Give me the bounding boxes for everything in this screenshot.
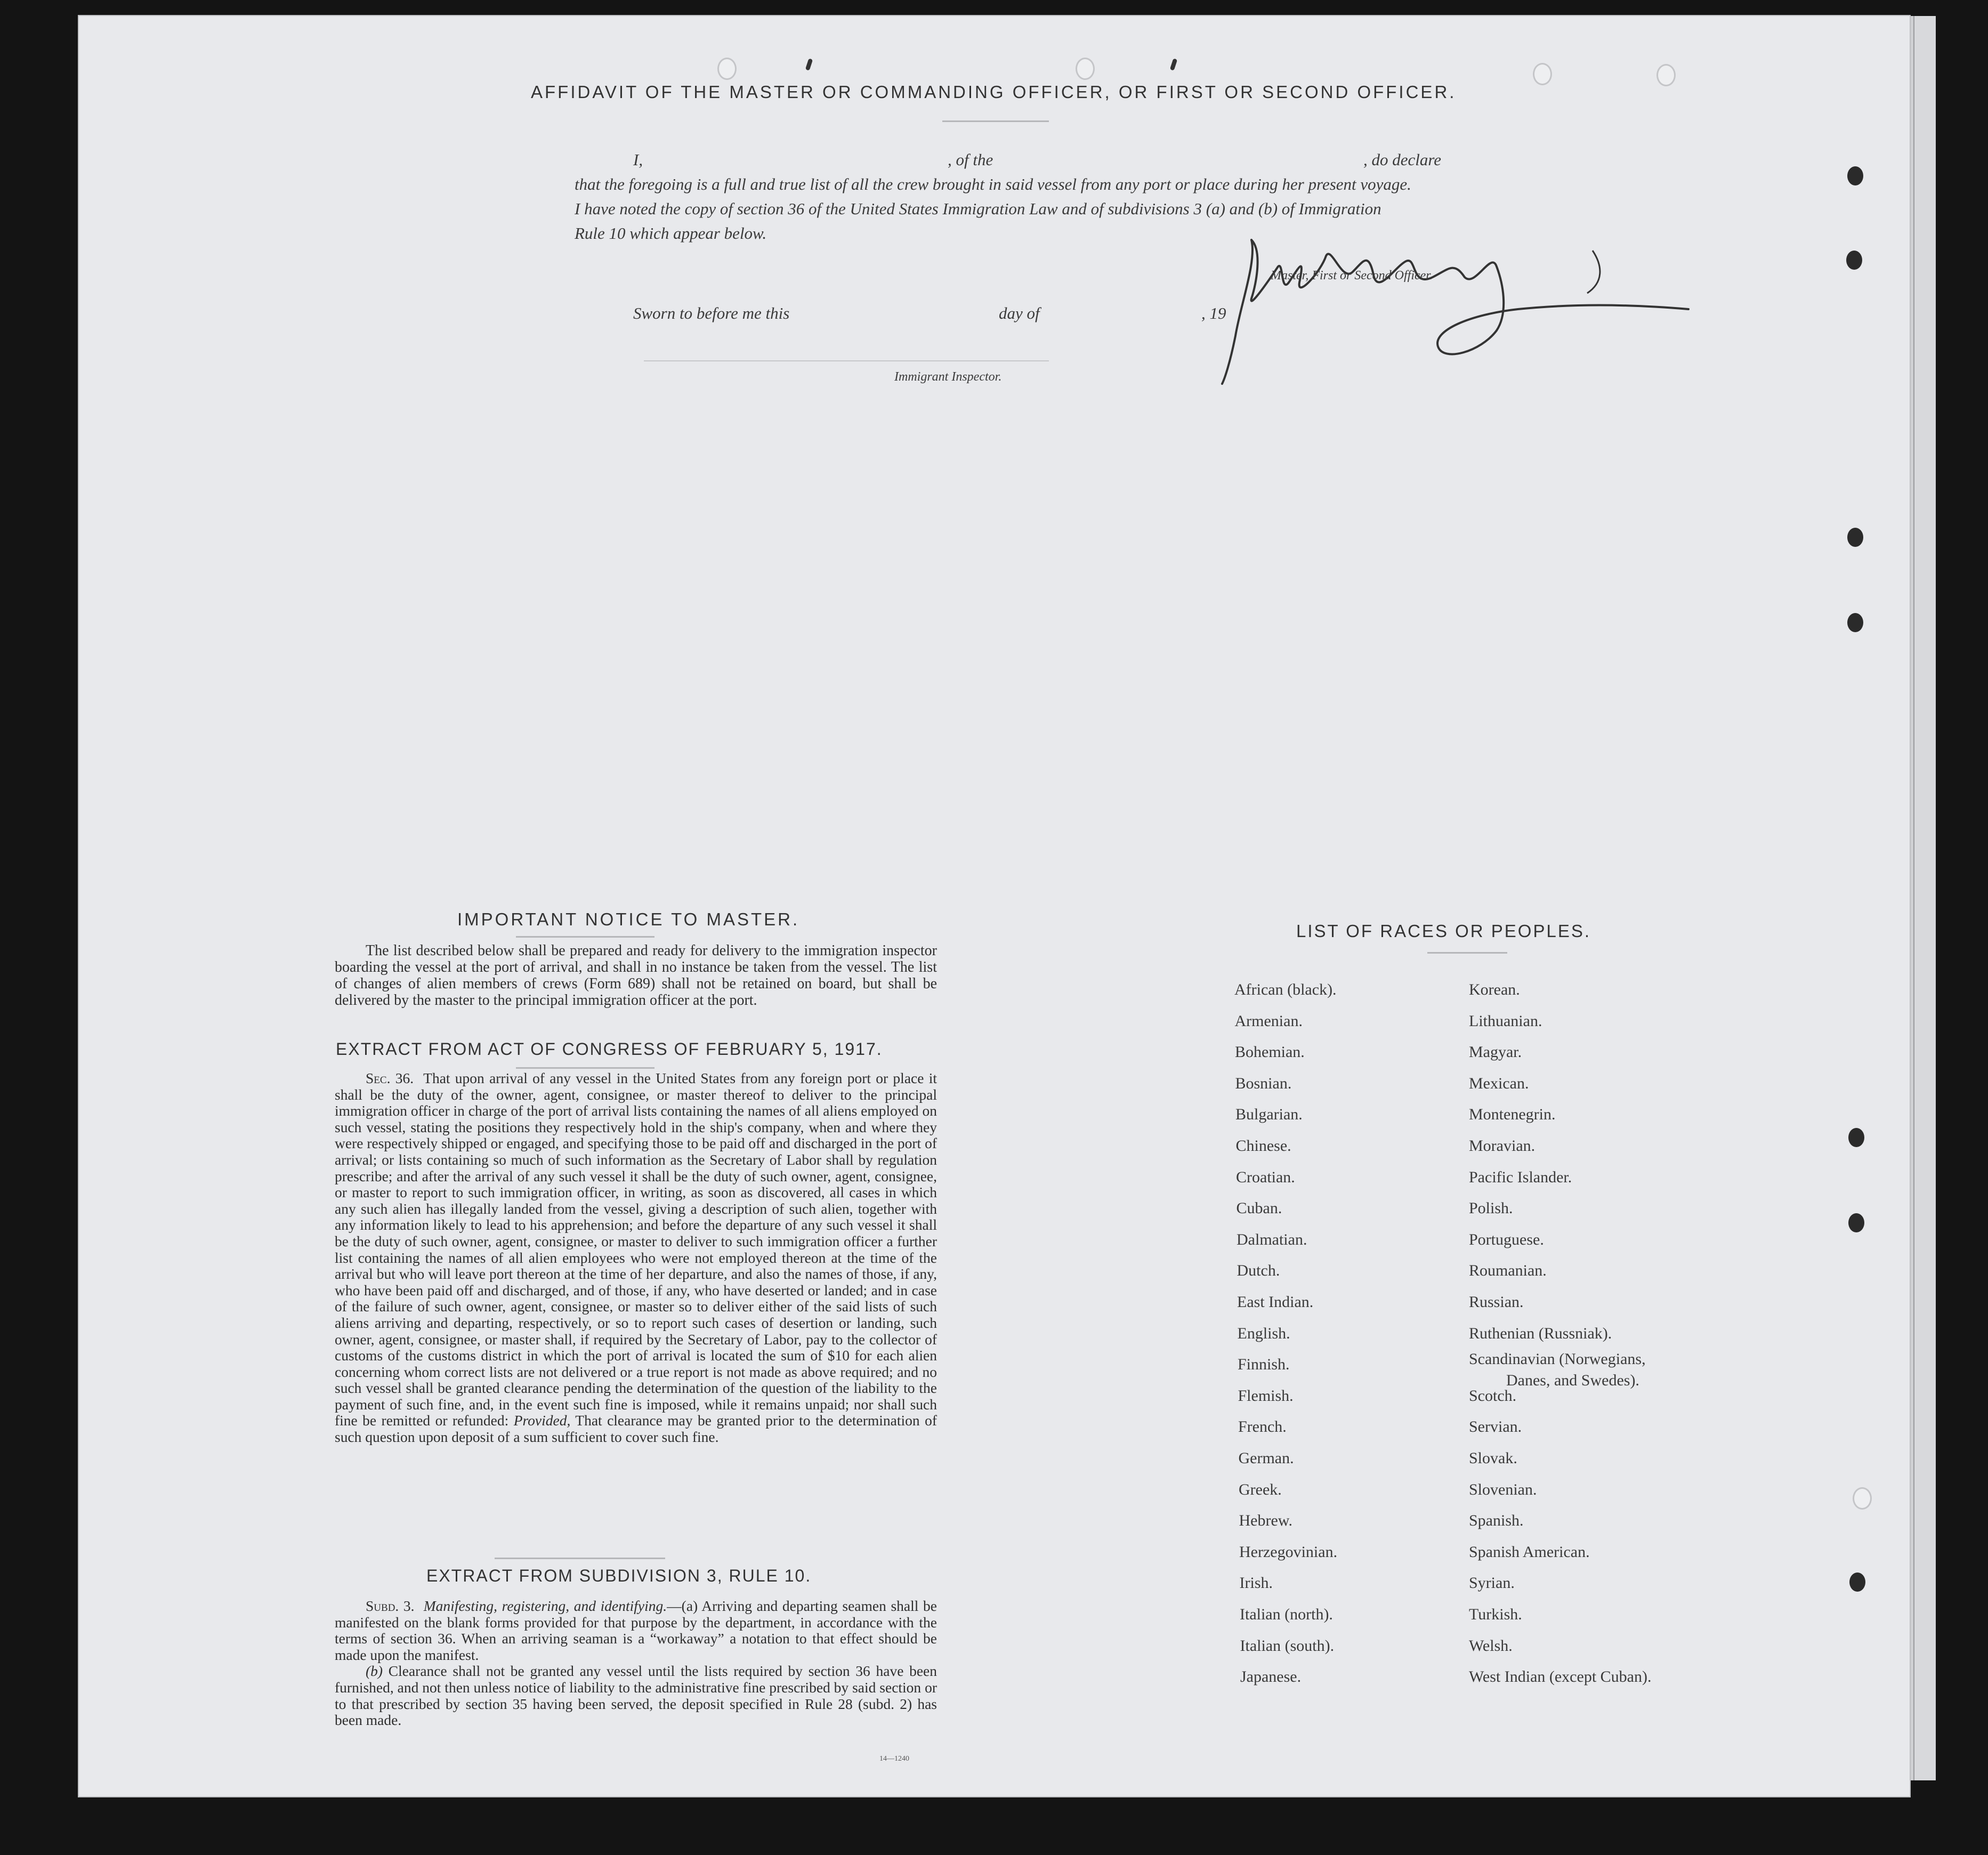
- provided-word: Provided,: [513, 1412, 571, 1429]
- races-divider: [1427, 952, 1507, 954]
- inspector-signature-line: [644, 360, 1049, 361]
- race-item: Italian (south).: [1240, 1636, 1335, 1655]
- punch-hole: [1533, 63, 1552, 85]
- race-item: Portuguese.: [1469, 1230, 1544, 1248]
- race-item: German.: [1238, 1449, 1294, 1467]
- race-item: African (black).: [1234, 981, 1337, 998]
- punch-hole: [1847, 528, 1863, 547]
- affidavit-line-4: Rule 10 which appear below.: [575, 224, 767, 243]
- race-item: French.: [1238, 1418, 1287, 1436]
- race-item: Russian.: [1469, 1293, 1524, 1311]
- day-of-text: day of: [999, 304, 1040, 322]
- inspector-caption: Immigrant Inspector.: [894, 370, 1002, 384]
- race-item: Greek.: [1239, 1480, 1282, 1498]
- affidavit-line-2: that the foregoing is a full and true list of all the crew brought in said vessel from any port or place during her present voyage.: [575, 175, 1411, 193]
- race-item: Irish.: [1239, 1574, 1273, 1592]
- race-item: Hebrew.: [1239, 1512, 1293, 1530]
- binder-mark: [1170, 58, 1177, 70]
- notice-paragraph: The list described below shall be prepared and ready for delivery to the immigration inspector boarding the vessel at the port of arrival, and shall in no instance be taken from the vessel. The list of changes of alien members of crews (Form 689) shall not be retained on board, but shall be delivered by the master to the principal immigration officer at the port.: [335, 942, 937, 1009]
- race-item-continuation: Danes, and Swedes).: [1506, 1372, 1639, 1390]
- race-item: Bosnian.: [1235, 1074, 1292, 1092]
- race-item: Syrian.: [1469, 1574, 1515, 1592]
- races-title: LIST OF RACES OR PEOPLES.: [1296, 921, 1591, 941]
- affidavit-of-the: , of the: [948, 150, 993, 169]
- punch-hole: [1076, 58, 1095, 80]
- sworn-text: Sworn to before me this: [633, 304, 790, 322]
- race-item: Ruthenian (Russniak).: [1469, 1324, 1612, 1342]
- rule-extract-title: EXTRACT FROM SUBDIVISION 3, RULE 10.: [426, 1566, 812, 1585]
- officer-caption: Master, First or Second Officer.: [1271, 269, 1433, 283]
- rule-para-b: Clearance shall not be granted any vessel until the lists required by section 36 have been furnished, and not then unless notice of liability to the administrative fine prescribed by said section or to that prescribed by section 35 having been served, the deposit specified in Rule 28 (subd. 2) has been made.: [335, 1663, 937, 1729]
- race-item: West Indian (except Cuban).: [1469, 1668, 1652, 1686]
- race-item: Welsh.: [1469, 1636, 1513, 1655]
- race-item: Montenegrin.: [1469, 1106, 1556, 1124]
- punch-hole: [1846, 251, 1862, 270]
- notice-divider: [516, 936, 654, 938]
- race-item: Croatian.: [1236, 1168, 1295, 1186]
- punch-hole: [1847, 613, 1863, 632]
- race-item: Chinese.: [1235, 1137, 1291, 1155]
- punch-hole: [1847, 166, 1863, 186]
- form-code: 14—1240: [879, 1755, 909, 1763]
- para-b-label: (b): [366, 1663, 383, 1680]
- section-label: Sec. 36.: [366, 1070, 414, 1086]
- subd-heading: Manifesting, registering, and identifying.: [423, 1598, 667, 1614]
- race-item: Italian (north).: [1240, 1606, 1333, 1623]
- race-item: Bulgarian.: [1235, 1106, 1303, 1124]
- race-item: Servian.: [1469, 1418, 1522, 1436]
- notice-title: IMPORTANT NOTICE TO MASTER.: [457, 909, 800, 929]
- race-item: Magyar.: [1469, 1043, 1522, 1061]
- document-page: [79, 16, 1910, 1796]
- punch-hole: [1656, 64, 1676, 86]
- punch-hole: [1849, 1572, 1865, 1592]
- affidavit-line-3: I have noted the copy of section 36 of the United States Immigration Law and of subdivisions 3 (a) and (b) of Immigration: [575, 199, 1381, 218]
- race-item: Pacific Islander.: [1469, 1168, 1572, 1186]
- backing-sheet: [1913, 16, 1936, 1780]
- punch-hole: [1853, 1487, 1872, 1510]
- race-item: Lithuanian.: [1469, 1012, 1542, 1030]
- act-extract-title: EXTRACT FROM ACT OF CONGRESS OF FEBRUARY 5, 1917.: [336, 1039, 883, 1059]
- race-item: Scandinavian (Norwegians,: [1469, 1350, 1646, 1368]
- punch-hole: [1848, 1128, 1864, 1147]
- title-divider: [942, 120, 1049, 122]
- race-item: Flemish.: [1238, 1386, 1294, 1405]
- race-item: Scotch.: [1469, 1386, 1517, 1405]
- race-item: Spanish.: [1469, 1512, 1524, 1530]
- act-divider: [516, 1067, 654, 1069]
- race-item: Spanish American.: [1469, 1543, 1590, 1561]
- race-item: Cuban.: [1236, 1199, 1282, 1217]
- act-paragraph-end: That clearance may be granted prior to the determination of such question upon deposit of a sum sufficient to cover such fine.: [335, 1412, 937, 1446]
- affidavit-do-declare: , do declare: [1363, 150, 1442, 169]
- race-item: Dalmatian.: [1237, 1230, 1307, 1248]
- race-item: Polish.: [1469, 1199, 1513, 1217]
- subd-label: Subd. 3.: [366, 1598, 415, 1614]
- act-text: [335, 1070, 937, 1446]
- punch-hole: [717, 58, 737, 80]
- notice-text: [335, 942, 937, 1009]
- race-item: Armenian.: [1234, 1012, 1303, 1030]
- race-item: Slovenian.: [1469, 1480, 1537, 1498]
- binder-mark: [805, 58, 813, 70]
- race-item: Korean.: [1469, 981, 1520, 998]
- race-item: Moravian.: [1469, 1137, 1536, 1155]
- rule-text: [335, 1598, 937, 1729]
- officer-signature: [1219, 219, 1699, 400]
- punch-hole: [1848, 1213, 1864, 1232]
- year-text: , 19: [1201, 304, 1226, 322]
- race-item: Slovak.: [1469, 1449, 1517, 1467]
- race-item: Dutch.: [1237, 1262, 1280, 1280]
- race-item: Herzegovinian.: [1239, 1543, 1338, 1561]
- act-paragraph: That upon arrival of any vessel in the United States from any foreign port or place it shall be the duty of the owner, agent, consignee, or master thereof to deliver to the principal immigration officer in charge of the port of arrival lists containing the names of all aliens employed on such vessel, stating the positions they respectively hold in the ship's company, when and where they were respectively shipped or engaged, and specifying those to be paid off and discharged in the port of arrival; or lists containing so much of such information as the Secretary of Labor shall by regulation prescribe; and after the arrival of any such vessel it shall be the duty of such owner, agent, consignee, or master to report to such immigration officer, in writing, as soon as discovered, all cases in which any such alien has illegally landed from the vessel, giving a description of such alien, together with any information likely to lead to his apprehension; and before the departure of any such vessel it shall be the duty of such owner, agent, consignee, or master to deliver to such immigration officer a further list containing the names of all alien employees who were not employed thereon at the time of the arrival but who will leave port thereon at the time of her departure, and also the names of those, if any, who have been paid off and discharged, and of those, if any, who have deserted or landed; and in case of the failure of such owner, agent, consignee, or master so to deliver either of the said lists of such aliens arriving and departing, respectively, or so to report such cases of desertion or landing, such owner, agent, consignee, or master shall, if required by the Secretary of Labor, pay to the collector of customs of the customs district in which the port of arrival is located the sum of $10 for each alien concerning whom correct lists are not delivered or a true report is not made as above required; and no such vessel shall be granted clearance pending the determination of the question of the liability to the payment of such fine, and, in the event such fine is imposed, while it remains unpaid; nor shall such fine be remitted or refunded:: [335, 1070, 937, 1429]
- race-item: East Indian.: [1237, 1293, 1314, 1311]
- race-item: Bohemian.: [1235, 1043, 1305, 1061]
- race-item: Roumanian.: [1469, 1262, 1547, 1280]
- race-item: Japanese.: [1240, 1668, 1302, 1686]
- affidavit-i: I,: [633, 150, 643, 169]
- affidavit-title: AFFIDAVIT OF THE MASTER OR COMMANDING OFFICER, OR FIRST OR SECOND OFFICER.: [531, 82, 1457, 102]
- race-item: Mexican.: [1469, 1074, 1529, 1092]
- race-item: Finnish.: [1238, 1356, 1290, 1374]
- rule-divider: [495, 1558, 665, 1559]
- race-item: Turkish.: [1469, 1606, 1522, 1623]
- race-item: English.: [1237, 1324, 1290, 1342]
- rule-para-a: —(a) Arriving and departing seamen shall be manifested on the blank forms provided for that purpose by the department, in accordance with the terms of section 36. When an arriving seaman is a “workaway” a notation to that effect should be made upon the manifest.: [335, 1598, 937, 1663]
